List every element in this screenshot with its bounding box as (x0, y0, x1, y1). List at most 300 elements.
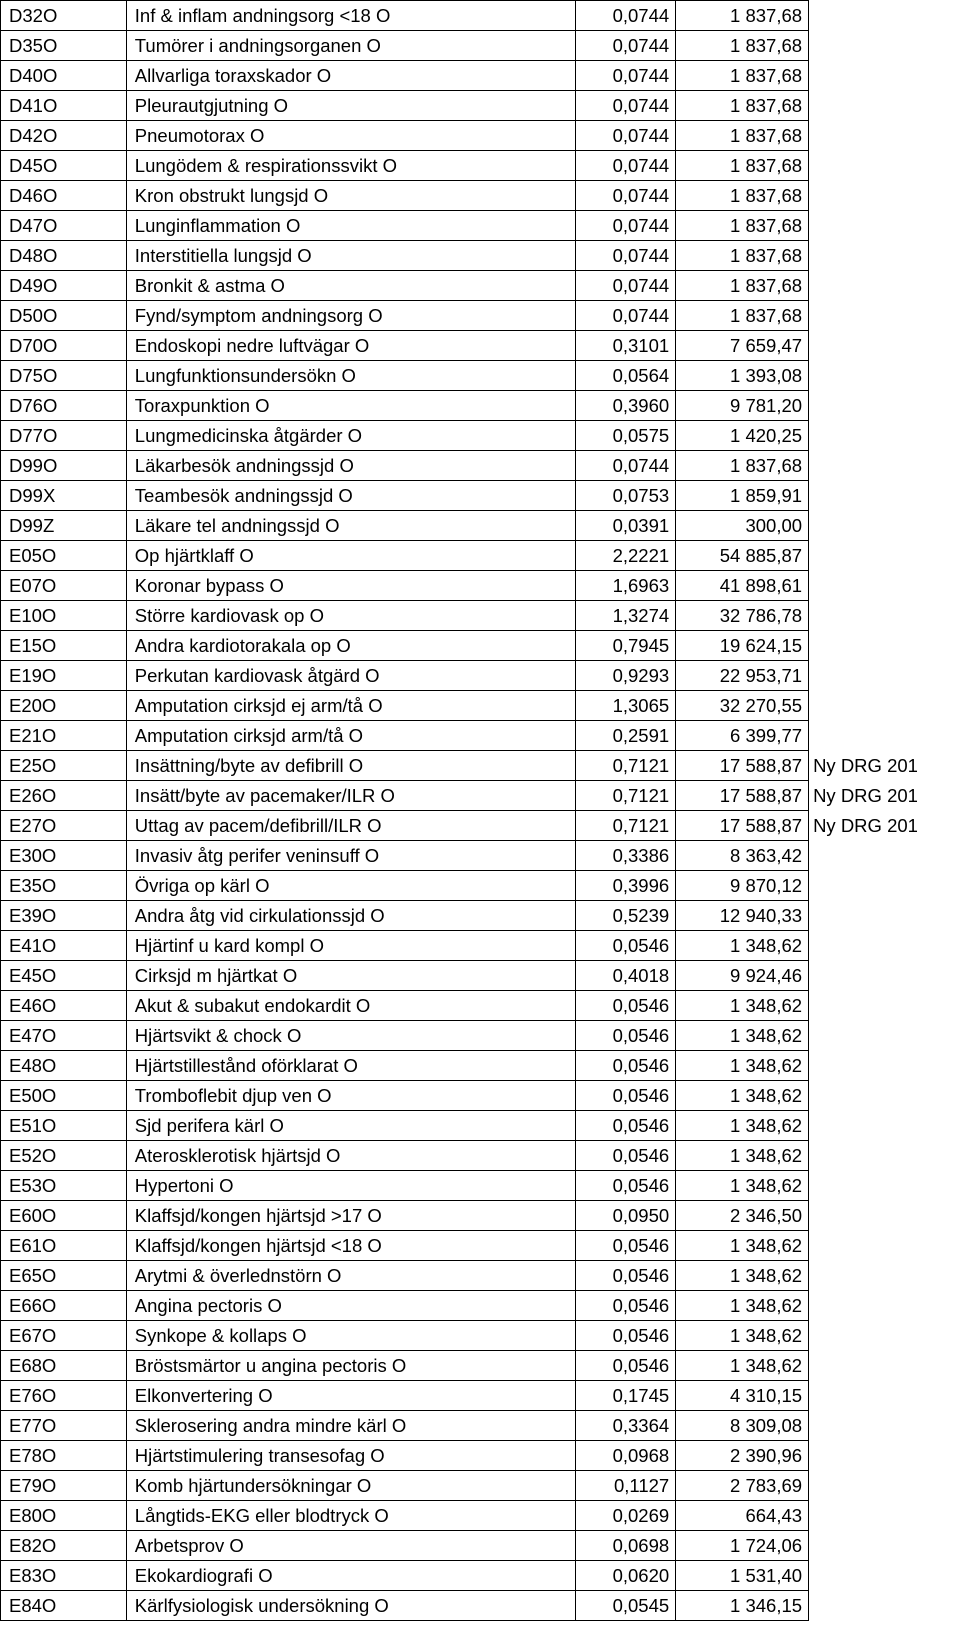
drg-note-cell (809, 1321, 960, 1351)
drg-weight-cell: 0,0744 (576, 181, 676, 211)
drg-weight-cell: 0,0753 (576, 481, 676, 511)
drg-name-cell: Teambesök andningssjd O (126, 481, 576, 511)
drg-note-cell (809, 991, 960, 1021)
drg-note-cell (809, 1261, 960, 1291)
drg-price-cell: 41 898,61 (676, 571, 809, 601)
drg-code-cell: E52O (1, 1141, 127, 1171)
drg-name-cell: Större kardiovask op O (126, 601, 576, 631)
drg-price-cell: 17 588,87 (676, 751, 809, 781)
drg-code-cell: D42O (1, 121, 127, 151)
drg-note-cell (809, 931, 960, 961)
drg-note-cell (809, 421, 960, 451)
drg-code-cell: E77O (1, 1411, 127, 1441)
table-row (1, 1141, 960, 1171)
drg-weight-cell: 0,0744 (576, 31, 676, 61)
drg-weight-cell: 0,7945 (576, 631, 676, 661)
drg-note-cell (809, 121, 960, 151)
drg-price-cell: 6 399,77 (676, 721, 809, 751)
drg-price-cell: 1 346,15 (676, 1591, 809, 1621)
drg-note-cell (809, 1051, 960, 1081)
table-row (1, 1381, 960, 1411)
drg-weight-cell: 0,0564 (576, 361, 676, 391)
drg-code-cell: E84O (1, 1591, 127, 1621)
drg-note-cell (809, 1021, 960, 1051)
drg-price-cell: 1 348,62 (676, 1231, 809, 1261)
drg-note-cell (809, 1561, 960, 1591)
drg-name-cell: Pneumotorax O (126, 121, 576, 151)
drg-name-cell: Sjd perifera kärl O (126, 1111, 576, 1141)
drg-note-cell (809, 631, 960, 661)
table-row (1, 1591, 960, 1621)
table-row (1, 931, 960, 961)
table-row (1, 1351, 960, 1381)
table-row (1, 571, 960, 601)
drg-price-cell: 1 859,91 (676, 481, 809, 511)
drg-price-cell: 12 940,33 (676, 901, 809, 931)
drg-weight-cell: 0,0744 (576, 271, 676, 301)
drg-name-cell: Klaffsjd/kongen hjärtsjd >17 O (126, 1201, 576, 1231)
drg-name-cell: Bröstsmärtor u angina pectoris O (126, 1351, 576, 1381)
drg-price-cell: 17 588,87 (676, 781, 809, 811)
drg-note-cell (809, 301, 960, 331)
drg-name-cell: Perkutan kardiovask åtgärd O (126, 661, 576, 691)
drg-note-cell (809, 151, 960, 181)
table-row (1, 871, 960, 901)
drg-code-cell: E51O (1, 1111, 127, 1141)
drg-code-cell: D99O (1, 451, 127, 481)
table-row (1, 541, 960, 571)
drg-code-cell: E41O (1, 931, 127, 961)
drg-note-cell (809, 181, 960, 211)
table-row (1, 31, 960, 61)
drg-note-cell (809, 961, 960, 991)
table-row (1, 211, 960, 241)
table-body (1, 1, 960, 1621)
drg-weight-cell: 0,7121 (576, 751, 676, 781)
drg-note-cell (809, 841, 960, 871)
drg-note-cell (809, 31, 960, 61)
drg-price-cell: 54 885,87 (676, 541, 809, 571)
drg-code-cell: D99X (1, 481, 127, 511)
drg-code-cell: E48O (1, 1051, 127, 1081)
drg-weight-cell: 1,3065 (576, 691, 676, 721)
drg-weight-cell: 0,0744 (576, 301, 676, 331)
drg-name-cell: Allvarliga toraxskador O (126, 61, 576, 91)
drg-note-cell (809, 391, 960, 421)
drg-price-cell: 1 837,68 (676, 91, 809, 121)
drg-note-cell: Ny DRG 201 (813, 785, 918, 806)
drg-note-cell (809, 871, 960, 901)
table-row (1, 721, 960, 751)
drg-name-cell: Arbetsprov O (126, 1531, 576, 1561)
drg-weight-cell: 0,4018 (576, 961, 676, 991)
table-row (1, 451, 960, 481)
drg-weight-cell: 1,3274 (576, 601, 676, 631)
table-row (1, 271, 960, 301)
drg-note-cell (809, 1141, 960, 1171)
drg-note-cell (809, 1471, 960, 1501)
drg-weight-cell: 0,0968 (576, 1441, 676, 1471)
drg-name-cell: Insätt/byte av pacemaker/ILR O (126, 781, 576, 811)
drg-code-cell: D45O (1, 151, 127, 181)
drg-name-cell: Läkarbesök andningssjd O (126, 451, 576, 481)
drg-code-cell: E35O (1, 871, 127, 901)
drg-code-cell: D47O (1, 211, 127, 241)
drg-weight-cell: 0,0546 (576, 1021, 676, 1051)
table-row (1, 511, 960, 541)
drg-name-cell: Toraxpunktion O (126, 391, 576, 421)
drg-price-cell: 2 783,69 (676, 1471, 809, 1501)
drg-weight-cell: 0,3960 (576, 391, 676, 421)
table-row (1, 1021, 960, 1051)
drg-price-cell: 300,00 (676, 511, 809, 541)
drg-name-cell: Pleurautgjutning O (126, 91, 576, 121)
drg-weight-cell: 2,2221 (576, 541, 676, 571)
table-row (1, 151, 960, 181)
table-row (1, 781, 960, 811)
table-row (1, 661, 960, 691)
drg-name-cell: Bronkit & astma O (126, 271, 576, 301)
drg-weight-cell: 0,0575 (576, 421, 676, 451)
drg-name-cell: Hypertoni O (126, 1171, 576, 1201)
drg-name-cell: Hjärtstillestånd oförklarat O (126, 1051, 576, 1081)
table-row (1, 901, 960, 931)
drg-price-cell: 32 786,78 (676, 601, 809, 631)
drg-name-cell: Koronar bypass O (126, 571, 576, 601)
drg-weight-cell: 0,0546 (576, 1171, 676, 1201)
drg-weight-cell: 0,1745 (576, 1381, 676, 1411)
table-row (1, 331, 960, 361)
table-row (1, 1531, 960, 1561)
drg-weight-cell: 0,9293 (576, 661, 676, 691)
table-row (1, 1441, 960, 1471)
drg-name-cell: Lungmedicinska åtgärder O (126, 421, 576, 451)
drg-note-cell (809, 331, 960, 361)
drg-price-cell: 664,43 (676, 1501, 809, 1531)
drg-price-cell: 1 837,68 (676, 451, 809, 481)
drg-code-cell: E76O (1, 1381, 127, 1411)
drg-code-cell: E26O (1, 781, 127, 811)
drg-weight-cell: 0,0546 (576, 1351, 676, 1381)
drg-weight-cell: 0,0744 (576, 151, 676, 181)
drg-price-cell: 1 837,68 (676, 1, 809, 31)
table-row (1, 1, 960, 31)
drg-name-cell: Lungödem & respirationssvikt O (126, 151, 576, 181)
drg-name-cell: Endoskopi nedre luftvägar O (126, 331, 576, 361)
drg-price-cell: 1 837,68 (676, 121, 809, 151)
drg-code-cell: E82O (1, 1531, 127, 1561)
drg-weight-cell: 0,3386 (576, 841, 676, 871)
drg-name-cell: Synkope & kollaps O (126, 1321, 576, 1351)
drg-code-cell: D70O (1, 331, 127, 361)
drg-note-cell: Ny DRG 201 (813, 755, 918, 776)
drg-price-cell: 1 531,40 (676, 1561, 809, 1591)
drg-note-cell (809, 1, 960, 31)
drg-code-cell: E83O (1, 1561, 127, 1591)
drg-name-cell: Andra kardiotorakala op O (126, 631, 576, 661)
drg-weight-cell: 0,0744 (576, 121, 676, 151)
table-row (1, 841, 960, 871)
table-row (1, 1261, 960, 1291)
drg-price-cell: 1 837,68 (676, 181, 809, 211)
drg-note-cell (809, 1411, 960, 1441)
table-row (1, 1471, 960, 1501)
drg-note-cell (809, 1081, 960, 1111)
drg-name-cell: Kärlfysiologisk undersökning O (126, 1591, 576, 1621)
drg-weight-cell: 0,5239 (576, 901, 676, 931)
drg-name-cell: Sklerosering andra mindre kärl O (126, 1411, 576, 1441)
drg-name-cell: Inf & inflam andningsorg <18 O (126, 1, 576, 31)
drg-weight-cell: 0,3101 (576, 331, 676, 361)
drg-note-cell (809, 61, 960, 91)
drg-price-cell: 4 310,15 (676, 1381, 809, 1411)
drg-note-cell (809, 361, 960, 391)
drg-note-cell (809, 1441, 960, 1471)
table-row (1, 361, 960, 391)
drg-price-cell: 32 270,55 (676, 691, 809, 721)
drg-note-cell (809, 571, 960, 601)
table-row (1, 1411, 960, 1441)
drg-name-cell: Invasiv åtg perifer veninsuff O (126, 841, 576, 871)
drg-price-cell: 1 348,62 (676, 1081, 809, 1111)
table-row (1, 961, 960, 991)
drg-price-cell: 1 837,68 (676, 151, 809, 181)
drg-note-cell (809, 1351, 960, 1381)
drg-name-cell: Angina pectoris O (126, 1291, 576, 1321)
drg-price-cell: 1 348,62 (676, 1051, 809, 1081)
drg-name-cell: Komb hjärtundersökningar O (126, 1471, 576, 1501)
drg-price-cell: 1 348,62 (676, 1291, 809, 1321)
drg-name-cell: Ekokardiografi O (126, 1561, 576, 1591)
drg-weight-cell: 0,0546 (576, 1051, 676, 1081)
drg-name-cell: Tumörer i andningsorganen O (126, 31, 576, 61)
table-row (1, 601, 960, 631)
drg-code-cell: E10O (1, 601, 127, 631)
drg-code-cell: E68O (1, 1351, 127, 1381)
drg-price-cell: 1 420,25 (676, 421, 809, 451)
drg-note-cell (809, 91, 960, 121)
table-row (1, 481, 960, 511)
table-row (1, 391, 960, 421)
table-row (1, 1051, 960, 1081)
drg-weight-cell: 0,0391 (576, 511, 676, 541)
drg-name-cell: Hjärtstimulering transesofag O (126, 1441, 576, 1471)
drg-name-cell: Op hjärtklaff O (126, 541, 576, 571)
drg-weight-cell: 0,0545 (576, 1591, 676, 1621)
drg-price-cell: 2 346,50 (676, 1201, 809, 1231)
drg-name-cell: Klaffsjd/kongen hjärtsjd <18 O (126, 1231, 576, 1261)
drg-weight-cell: 0,0546 (576, 931, 676, 961)
drg-price-cell: 1 837,68 (676, 301, 809, 331)
drg-code-cell: E30O (1, 841, 127, 871)
drg-code-cell: D32O (1, 1, 127, 31)
drg-weight-cell: 0,0546 (576, 1261, 676, 1291)
drg-name-cell: Andra åtg vid cirkulationssjd O (126, 901, 576, 931)
drg-note-cell (809, 541, 960, 571)
table-row (1, 991, 960, 1021)
drg-price-cell: 1 348,62 (676, 1021, 809, 1051)
drg-code-cell: D99Z (1, 511, 127, 541)
drg-weight-cell: 0,3364 (576, 1411, 676, 1441)
drg-note-cell: Ny DRG 201 (813, 815, 918, 836)
drg-note-cell (809, 1531, 960, 1561)
drg-code-cell: E27O (1, 811, 127, 841)
drg-code-cell: D75O (1, 361, 127, 391)
drg-weight-cell: 0,7121 (576, 781, 676, 811)
drg-code-cell: D76O (1, 391, 127, 421)
drg-note-cell (809, 1501, 960, 1531)
table-row (1, 241, 960, 271)
drg-price-cell: 1 348,62 (676, 931, 809, 961)
drg-code-cell: D46O (1, 181, 127, 211)
drg-code-cell: E61O (1, 1231, 127, 1261)
drg-price-cell: 8 363,42 (676, 841, 809, 871)
drg-note-cell (809, 1201, 960, 1231)
drg-note-cell (809, 451, 960, 481)
drg-name-cell: Akut & subakut endokardit O (126, 991, 576, 1021)
drg-note-cell (809, 1231, 960, 1261)
drg-price-cell: 8 309,08 (676, 1411, 809, 1441)
drg-name-cell: Fynd/symptom andningsorg O (126, 301, 576, 331)
drg-weight-cell: 0,0269 (576, 1501, 676, 1531)
drg-weight-cell: 1,6963 (576, 571, 676, 601)
drg-price-cell: 1 348,62 (676, 1351, 809, 1381)
drg-weight-cell: 0,0744 (576, 1, 676, 31)
table-row (1, 1171, 960, 1201)
drg-weight-cell: 0,0744 (576, 451, 676, 481)
drg-code-cell: E66O (1, 1291, 127, 1321)
drg-price-cell: 1 348,62 (676, 991, 809, 1021)
drg-note-cell (809, 211, 960, 241)
drg-note-cell (809, 271, 960, 301)
drg-price-cell: 1 393,08 (676, 361, 809, 391)
drg-code-cell: D40O (1, 61, 127, 91)
drg-code-cell: E21O (1, 721, 127, 751)
drg-weight-cell: 0,0546 (576, 1141, 676, 1171)
drg-name-cell: Hjärtsvikt & chock O (126, 1021, 576, 1051)
drg-note-cell (809, 1171, 960, 1201)
drg-code-cell: E79O (1, 1471, 127, 1501)
drg-weight-cell: 0,0546 (576, 991, 676, 1021)
drg-name-cell: Lungfunktionsundersökn O (126, 361, 576, 391)
drg-code-cell: E45O (1, 961, 127, 991)
drg-note-cell (809, 1111, 960, 1141)
drg-note-cell (809, 901, 960, 931)
drg-weight-cell: 0,0744 (576, 91, 676, 121)
drg-code-cell: E15O (1, 631, 127, 661)
drg-name-cell: Långtids-EKG eller blodtryck O (126, 1501, 576, 1531)
drg-price-cell: 1 837,68 (676, 241, 809, 271)
drg-name-cell: Amputation cirksjd ej arm/tå O (126, 691, 576, 721)
drg-price-cell: 1 837,68 (676, 31, 809, 61)
table-row (1, 1111, 960, 1141)
drg-weight-cell: 0,0546 (576, 1291, 676, 1321)
drg-weight-cell: 0,0744 (576, 241, 676, 271)
drg-code-cell: D41O (1, 91, 127, 121)
drg-name-cell: Arytmi & överlednstörn O (126, 1261, 576, 1291)
drg-price-cell: 1 837,68 (676, 61, 809, 91)
drg-note-cell (809, 511, 960, 541)
drg-code-cell: E65O (1, 1261, 127, 1291)
table-row (1, 1081, 960, 1111)
drg-code-cell: E80O (1, 1501, 127, 1531)
drg-name-cell: Läkare tel andningssjd O (126, 511, 576, 541)
drg-name-cell: Amputation cirksjd arm/tå O (126, 721, 576, 751)
drg-code-cell: E60O (1, 1201, 127, 1231)
drg-code-cell: E05O (1, 541, 127, 571)
drg-code-cell: D48O (1, 241, 127, 271)
table-row (1, 691, 960, 721)
drg-name-cell: Aterosklerotisk hjärtsjd O (126, 1141, 576, 1171)
drg-note-cell (809, 481, 960, 511)
drg-name-cell: Cirksjd m hjärtkat O (126, 961, 576, 991)
drg-note-cell (809, 1591, 960, 1621)
drg-weight-cell: 0,1127 (576, 1471, 676, 1501)
table-row (1, 421, 960, 451)
drg-weight-cell: 0,0698 (576, 1531, 676, 1561)
drg-price-cell: 2 390,96 (676, 1441, 809, 1471)
table-row (1, 1201, 960, 1231)
drg-weight-cell: 0,0546 (576, 1111, 676, 1141)
drg-note-cell (809, 601, 960, 631)
drg-code-cell: E20O (1, 691, 127, 721)
drg-price-cell: 22 953,71 (676, 661, 809, 691)
drg-code-cell: E50O (1, 1081, 127, 1111)
table-row (1, 301, 960, 331)
table-row (1, 631, 960, 661)
drg-name-cell: Lunginflammation O (126, 211, 576, 241)
drg-name-cell: Elkonvertering O (126, 1381, 576, 1411)
drg-name-cell: Hjärtinf u kard kompl O (126, 931, 576, 961)
table-row (1, 751, 960, 781)
drg-price-cell: 1 348,62 (676, 1111, 809, 1141)
drg-code-cell: E19O (1, 661, 127, 691)
drg-code-cell: D50O (1, 301, 127, 331)
drg-code-cell: E25O (1, 751, 127, 781)
drg-note-cell (809, 691, 960, 721)
drg-code-cell: E53O (1, 1171, 127, 1201)
drg-weight-cell: 0,0620 (576, 1561, 676, 1591)
drg-price-cell: 1 348,62 (676, 1141, 809, 1171)
drg-price-cell: 9 781,20 (676, 391, 809, 421)
drg-price-cell: 17 588,87 (676, 811, 809, 841)
table-row (1, 181, 960, 211)
table-row (1, 61, 960, 91)
drg-note-cell (809, 241, 960, 271)
drg-price-cell: 1 724,06 (676, 1531, 809, 1561)
drg-price-cell: 1 837,68 (676, 211, 809, 241)
table-row (1, 1291, 960, 1321)
drg-code-cell: E47O (1, 1021, 127, 1051)
drg-price-cell: 1 348,62 (676, 1171, 809, 1201)
table-row (1, 91, 960, 121)
drg-price-cell: 9 870,12 (676, 871, 809, 901)
drg-name-cell: Övriga op kärl O (126, 871, 576, 901)
table-row (1, 121, 960, 151)
drg-price-cell: 19 624,15 (676, 631, 809, 661)
drg-name-cell: Interstitiella lungsjd O (126, 241, 576, 271)
drg-note-cell (809, 661, 960, 691)
drg-price-cell: 1 348,62 (676, 1321, 809, 1351)
drg-weight-cell: 0,0546 (576, 1231, 676, 1261)
drg-name-cell: Tromboflebit djup ven O (126, 1081, 576, 1111)
drg-weight-cell: 0,7121 (576, 811, 676, 841)
table-row (1, 1501, 960, 1531)
drg-weight-cell: 0,0950 (576, 1201, 676, 1231)
drg-name-cell: Uttag av pacem/defibrill/ILR O (126, 811, 576, 841)
drg-note-cell (809, 1291, 960, 1321)
drg-code-cell: E07O (1, 571, 127, 601)
